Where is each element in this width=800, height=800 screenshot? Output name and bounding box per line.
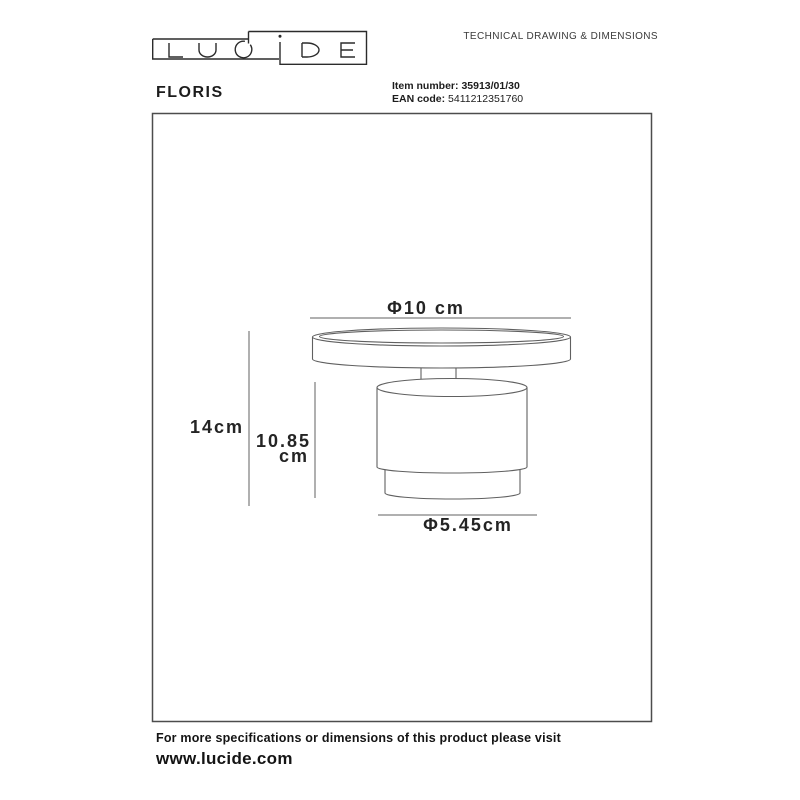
lamp-shade-disc (313, 328, 571, 368)
doc-title: TECHNICAL DRAWING & DIMENSIONS (463, 31, 658, 42)
dim-label-base-diameter: Φ5.45cm (423, 515, 513, 535)
ean-label: EAN code: (392, 92, 446, 105)
footer-note: For more specifications or dimensions of this product please visit (156, 731, 561, 745)
lamp-stem-connectors (421, 368, 456, 379)
footer (156, 731, 561, 769)
lamp-body (377, 379, 527, 474)
dim-label-total-height: 14cm (189, 417, 244, 437)
item-number-value: 35913/01/30 (461, 80, 520, 92)
item-number-label: Item number: (392, 80, 459, 92)
footer-website: www.lucide.com (156, 749, 293, 768)
dim-label-body-height-value: 10.85 (255, 431, 311, 451)
ean-value: 5411212351760 (448, 92, 524, 105)
dim-label-top-diameter: Φ10 cm (387, 298, 465, 318)
lamp-base (385, 470, 520, 499)
dim-label-body-height-unit: cm (278, 446, 309, 466)
product-name: FLORIS (156, 84, 224, 101)
